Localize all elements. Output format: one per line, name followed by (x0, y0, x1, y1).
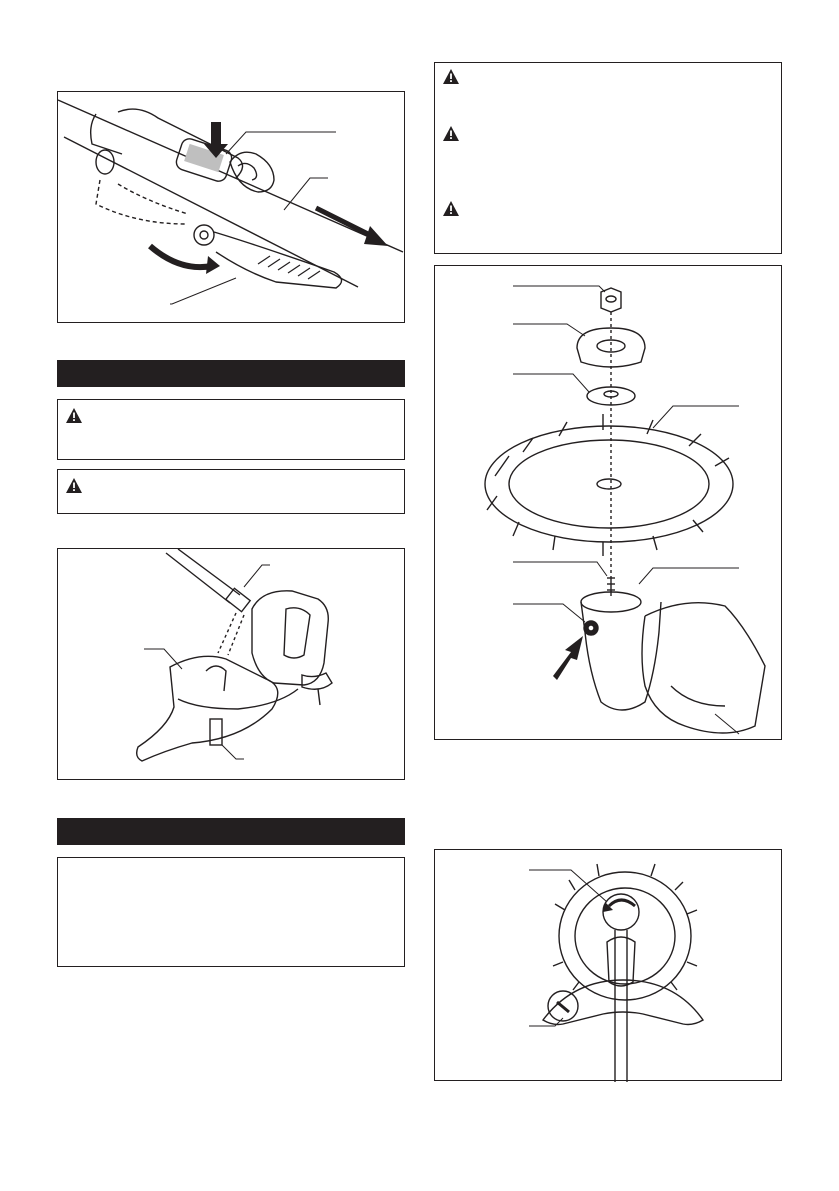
warning-item (443, 69, 459, 84)
warning-item (66, 478, 82, 493)
blade-icon (485, 426, 733, 542)
shaft-lever-illustration (58, 92, 406, 324)
warning-box-3 (434, 62, 782, 254)
warning-item (443, 126, 459, 141)
press-arrow-icon (553, 636, 583, 680)
figure-blade-assembly (434, 265, 782, 740)
leader-lines (513, 286, 739, 734)
rotation-arrow-icon (603, 900, 635, 912)
figure-shaft-lever (57, 91, 405, 323)
warning-box-1 (57, 399, 405, 460)
indicator-arrow-icon (557, 1002, 569, 1012)
leader-lines (529, 870, 607, 1026)
rotation-direction-illustration (435, 850, 783, 1082)
warning-triangle-icon (66, 478, 82, 493)
warning-box-2 (57, 469, 405, 514)
warning-triangle-icon (443, 201, 459, 216)
note-box (57, 857, 405, 967)
warning-triangle-icon (443, 69, 459, 84)
warning-triangle-icon (66, 408, 82, 423)
section-heading-bar-1 (57, 360, 405, 387)
blade-assembly-illustration (435, 266, 783, 741)
section-heading-bar-2 (57, 818, 405, 845)
guard-attach-illustration (58, 549, 406, 781)
rotate-lever-arrow-icon (150, 246, 220, 274)
figure-rotation-direction (434, 849, 782, 1081)
warning-item (443, 201, 459, 216)
leader-lines (144, 565, 270, 759)
warning-triangle-icon (443, 126, 459, 141)
figure-guard-attach (57, 548, 405, 780)
warning-item (66, 408, 82, 423)
tread-lines (258, 256, 320, 279)
slide-direction-arrow-icon (316, 208, 388, 246)
